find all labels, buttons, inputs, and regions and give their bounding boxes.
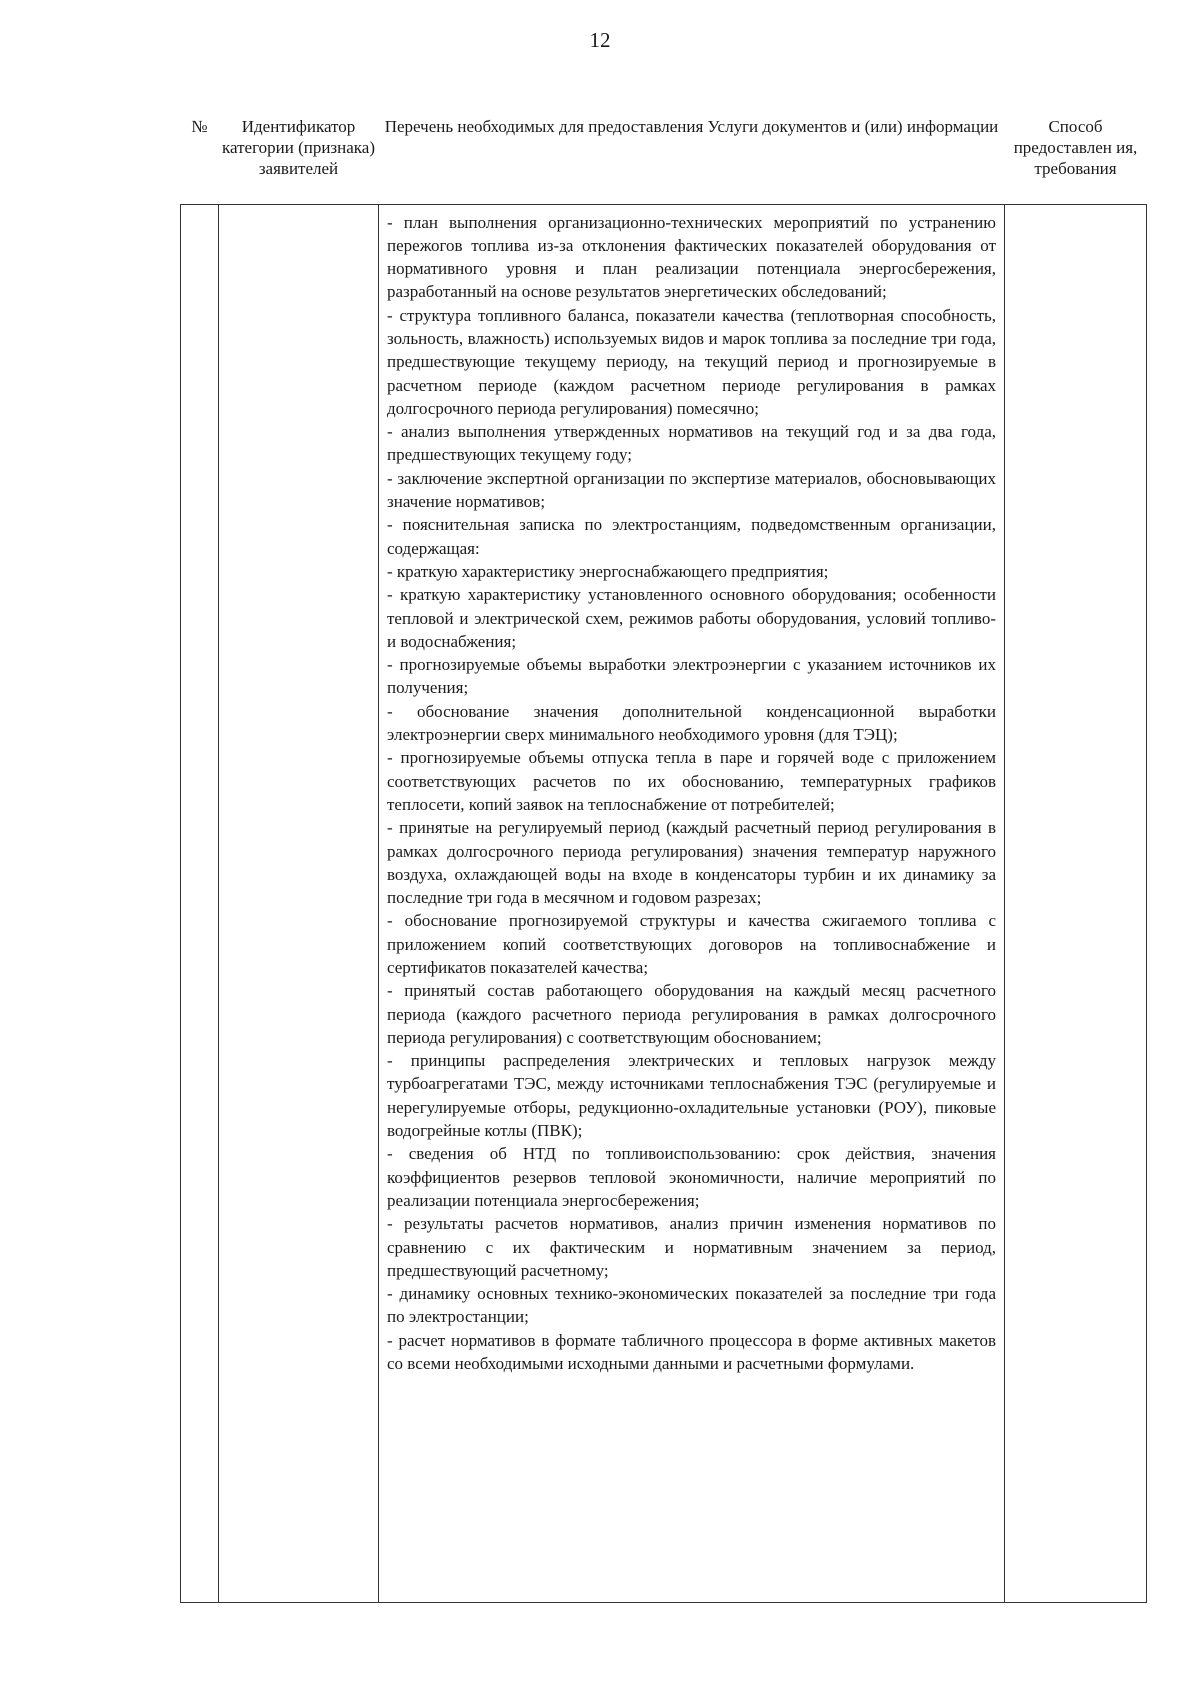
- list-item: - краткую характеристику установленного основного оборудования; особенности тепловой и электрической схем, режимов работы оборудования, условий топливо- и водоснабжения;: [387, 585, 996, 651]
- header-number: №: [181, 108, 219, 204]
- cell-documents: [379, 204, 1005, 1602]
- cell-number: [181, 204, 219, 1602]
- list-item: - принятые на регулируемый период (каждый расчетный период регулирования в рамках долгосрочного периода регулирования) значения температур наружного воздуха, охлаждающей воды на входе в конденсаторы турбин и их динамику за последние три года в месячном и годовом разрезах;: [387, 818, 996, 908]
- list-item: - структура топливного баланса, показатели качества (теплотворная способность, зольность, влажность) используемых видов и марок топлива за последние три года, предшествующие текущему периоду, на текущий период и прогнозируемые в расчетном периоде (каждом расчетном периоде регулирования в рамках долгосрочного периода регулирования) помесячно;: [387, 305, 996, 418]
- list-item: - динамику основных технико-экономических показателей за последние три года по электростанции;: [387, 1284, 996, 1327]
- list-item: - результаты расчетов нормативов, анализ причин изменения нормативов по сравнению с их фактическим и нормативным значением за период, предшествующий расчетному;: [387, 1214, 996, 1280]
- list-item: - краткую характеристику энергоснабжающего предприятия;: [387, 561, 829, 581]
- page-number: 12: [589, 28, 611, 52]
- list-item: - сведения об НТД по топливоиспользованию: срок действия, значения коэффициентов резервов тепловой экономичности, наличие мероприятий по реализации потенциала энергосбережения;: [387, 1144, 996, 1210]
- list-item: - принятый состав работающего оборудования на каждый месяц расчетного периода (каждого расчетного периода регулирования в рамках долгосрочного периода регулирования) с соответствующим обоснованием;: [387, 981, 996, 1047]
- list-item: - заключение экспертной организации по экспертизе материалов, обосновывающих значение нормативов;: [387, 468, 996, 512]
- cell-method: [1005, 204, 1147, 1602]
- header-category: Идентификатор категории (признака) заявителей: [219, 108, 379, 204]
- table-row: [181, 204, 1147, 1602]
- list-item: - план выполнения организационно-технических мероприятий по устранению пережогов топлива из-за отклонения фактических показателей оборудования от нормативного уровня и план реализации потенциала энергосбережения, разработанный на основе результатов энергетических обследований;: [387, 212, 996, 302]
- list-item: - принципы распределения электрических и тепловых нагрузок между турбоагрегатами ТЭС, между источниками теплоснабжения ТЭС (регулируемые и нерегулируемые отборы, редукционно-охладительные установки (РОУ), пиковые водогрейные котлы (ПВК);: [387, 1051, 996, 1141]
- list-item: - прогнозируемые объемы отпуска тепла в паре и горячей воде с приложением соответствующих расчетов по их обоснованию, температурных графиков теплосети, копий заявок на теплоснабжение от потребителей;: [387, 748, 996, 814]
- list-item: - обоснование прогнозируемой структуры и качества сжигаемого топлива с приложением копий соответствующих договоров на топливоснабжение и сертификатов показателей качества;: [387, 911, 996, 977]
- table-header-row: [181, 108, 1147, 204]
- list-item: - прогнозируемые объемы выработки электроэнергии с указанием источников их получения;: [387, 655, 996, 698]
- services-table: [180, 108, 1147, 1603]
- cell-category: [219, 204, 379, 1602]
- list-item: - расчет нормативов в формате табличного процессора в форме активных макетов со всеми необходимыми исходными данными и расчетными формулами.: [387, 1330, 996, 1374]
- list-item: - анализ выполнения утвержденных нормативов на текущий год и за два года, предшествующих текущему году;: [387, 422, 996, 465]
- list-item: - обоснование значения дополнительной конденсационной выработки электроэнергии сверх минимального необходимого уровня (для ТЭЦ);: [387, 701, 996, 745]
- list-item: - пояснительная записка по электростанциям, подведомственным организации, содержащая:: [387, 515, 996, 558]
- header-documents: Перечень необходимых для предоставления Услуги документов и (или) информации: [379, 108, 1005, 204]
- header-method: Способ предоставлен ия, требования: [1005, 108, 1147, 204]
